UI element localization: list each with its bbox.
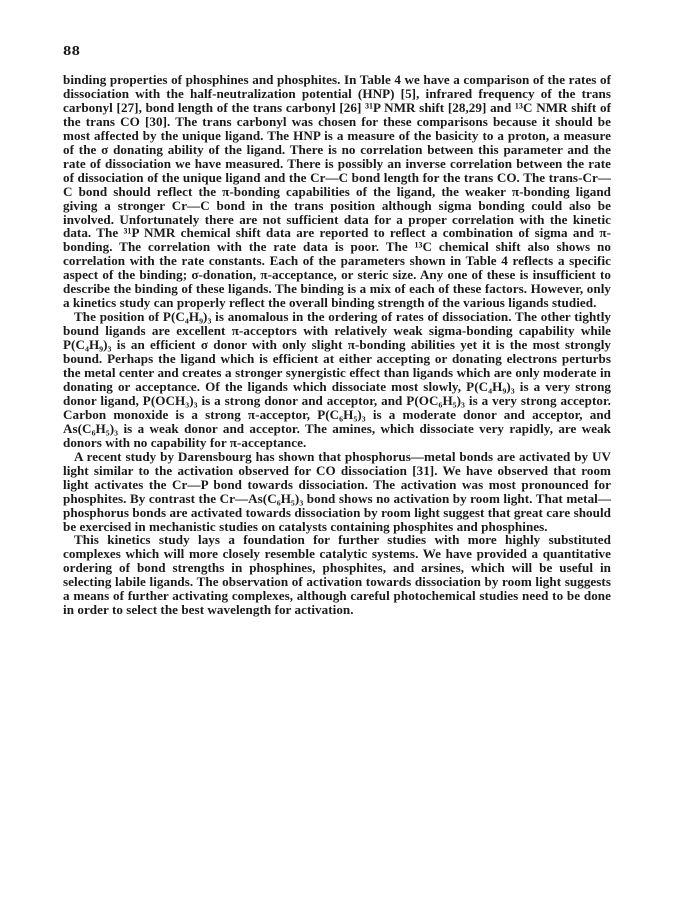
- paragraph-4: This kinetics study lays a foundation for further studies with more highly substituted complexes which will more closely resemble catalytic systems. We have provided a quantitative ordering of bond strengths in phosphines, phosphites, and arsines, which will be useful in selecting labile ligands. The observation of activation towards dissociation by room light suggests a means of further activating complexes, although careful photochemical studies need to be done in order to select the best wavelength for activation.: [63, 532, 611, 618]
- body-text: [63, 73, 611, 617]
- page-number: 88: [63, 44, 81, 58]
- paragraph-3: A recent study by Darensbourg has shown that phosphorus—metal bonds are activated by UV light similar to the activation observed for CO dissociation [31]. We have observed that room light activates the Cr—P bond towards dissociation. The activation was most pronounced for phosphites. By contrast the Cr—As(C₆H₅)₃ bond shows no activation by room light. That metal— phosphorus bonds are activated towards dissociation by room light suggest that great care should be exercised in mechanistic studies on catalysts containing phosphites and phosphines.: [63, 448, 611, 534]
- paragraph-1: binding properties of phosphines and phosphites. In Table 4 we have a comparison of the rates of dissociation with the half-neutralization potential (HNP) [5], infrared frequency of the trans carbonyl [27], bond length of the trans carbonyl [26] ³¹P NMR shift [28,29] and ¹³C NMR shift of the trans CO [30]. The trans carbonyl was chosen for these comparisons because it should be most affected by the unique ligand. The HNP is a measure of the basicity to a proton, a measure of the σ donating ability of the ligand. There is no correlation between this parameter and the rate of dissociation we have measured. There is possibly an inverse correlation between the rate of dissociation of the unique ligand and the Cr—C bond length for the trans CO. The trans-Cr—C bond should reflect the π-bonding capabilities of the ligand, the weaker π-bonding ligand giving a stronger Cr—C bond in the trans position although sigma bonding could also be involved. Unfortunately there are not sufficient data for a proper correlation with the kinetic data. The ³¹P NMR chemical shift data are reported to reflect a combination of sigma and π-bonding. The correlation with the rate data is poor. The ¹³C chemical shift also shows no correlation with the rate constants. Each of the parameters shown in Table 4 reflects a specific aspect of the binding; σ-donation, π-acceptance, or steric size. Any one of these is insufficient to describe the binding of these ligands. The binding is a mix of each of these factors. However, only a kinetics study can properly reflect the overall binding strength of the various ligands studied.: [63, 72, 611, 311]
- paragraph-2: The position of P(C₄H₉)₃ is anomalous in the ordering of rates of dissociation. The other tightly bound ligands are excellent π-acceptors with relatively weak sigma-bonding capability while P(C₄H₉)₃ is an efficient σ donor with only slight π-bonding abilities yet it is the most strongly bound. Perhaps the ligand which is efficient at either accepting or donating electrons perturbs the metal center and creates a stronger synergistic effect than ligands which are only moderate in donating or acceptance. Of the ligands which dissociate most slowly, P(C₄H₉)₃ is a very strong donor ligand, P(OCH₃)₃ is a strong donor and acceptor, and P(OC₆H₅)₃ is a very strong acceptor. Carbon monoxide is a strong π-acceptor, P(C₆H₅)₃ is a moderate donor and acceptor, and As(C₆H₅)₃ is a weak donor and acceptor. The amines, which dissociate very rapidly, are weak donors with no capability for π-acceptance.: [63, 309, 611, 450]
